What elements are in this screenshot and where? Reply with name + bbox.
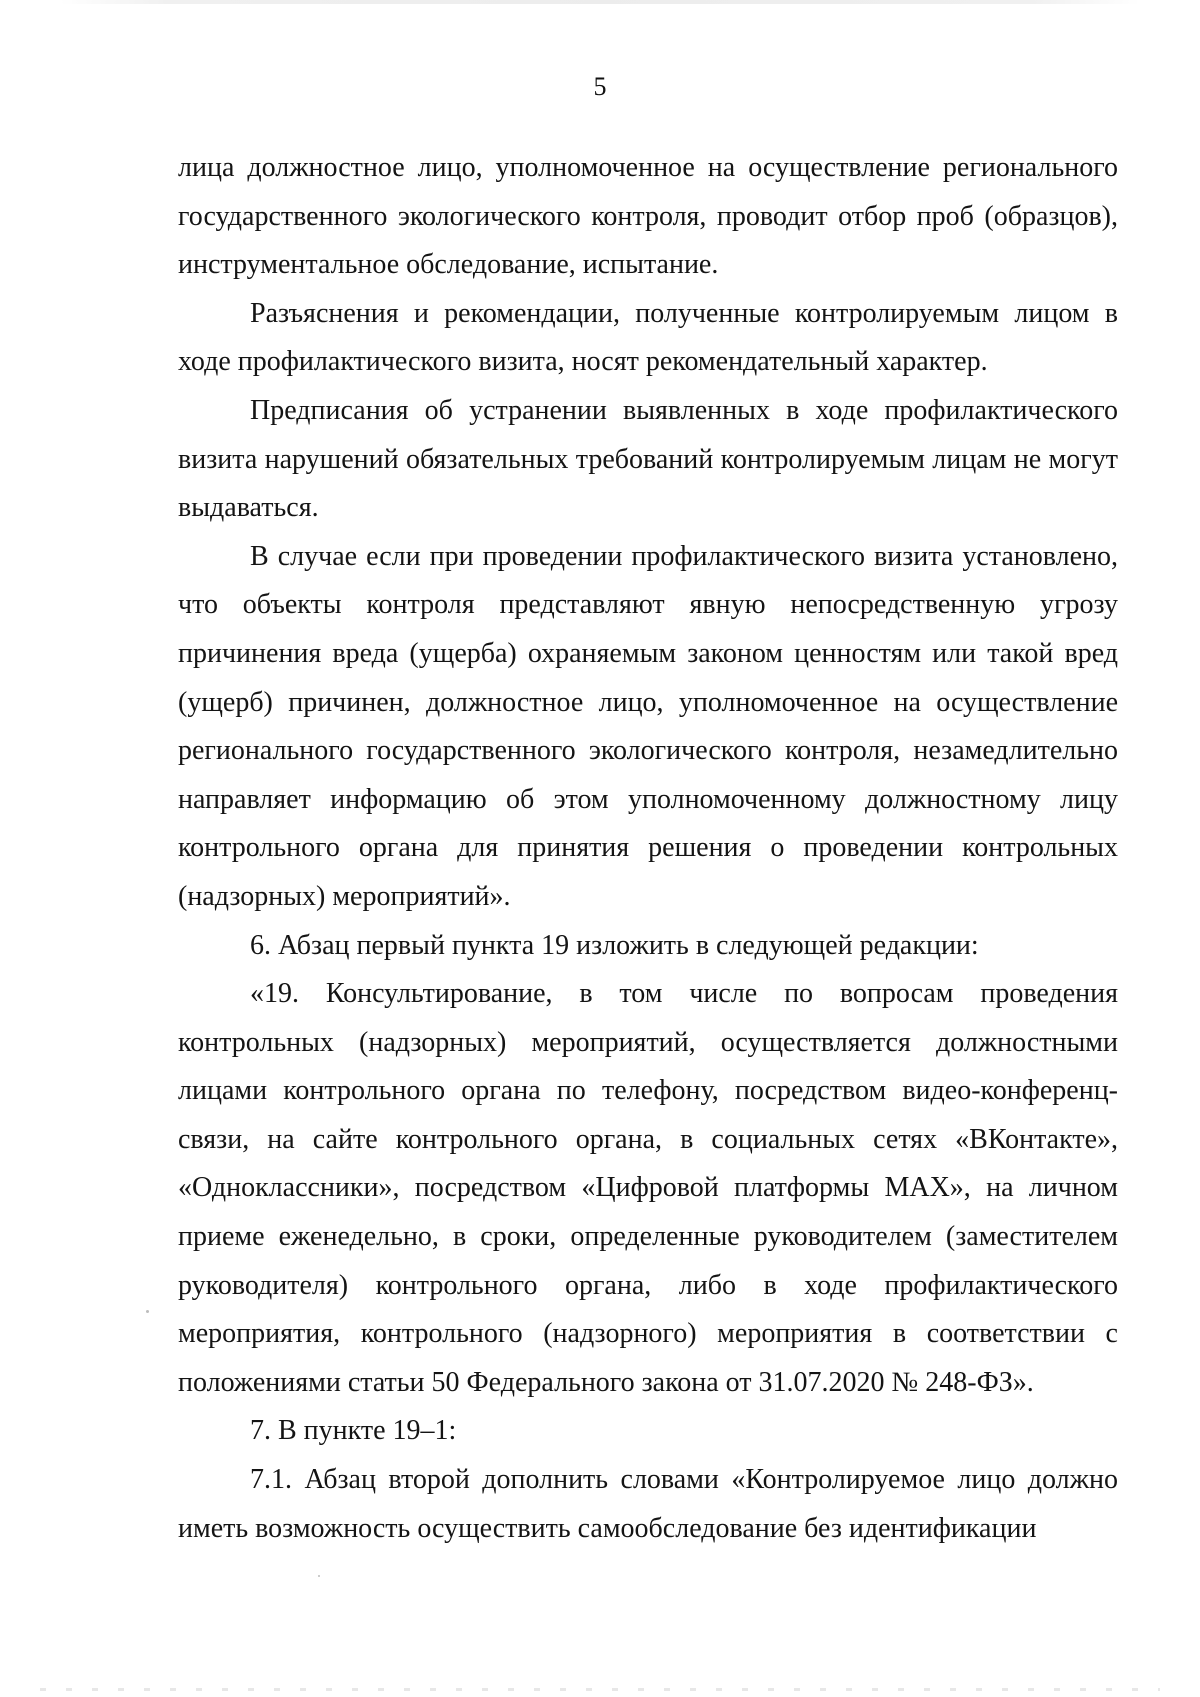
scan-bottom-edge <box>40 1688 1160 1691</box>
page-number: 5 <box>593 72 607 101</box>
paragraph-item-6: 6. Абзац первый пункта 19 изложить в следующей редакции: <box>250 929 979 961</box>
paragraph-prescriptions: Предписания об устранении выявленных в ходе профилактического визита нарушений обязательных требований контролируемым лицам не могут выдаваться. <box>178 394 1118 524</box>
paragraph-item-19: «19. Консультирование, в том числе по вопросам проведения контрольных (надзорных) мероприятий, осуществляется должностными лицами контрольного органа по телефону, посредством видео-конференц-связи, на сайте контрольного органа, в социальных сетях «ВКонтакте», «Одноклассники», посредством «Цифровой платформы MAX», на личном приеме еженедельно, в сроки, определенные руководителем (заместителем руководителя) контрольного органа, либо в ходе профилактического мероприятия, контрольного (надзорного) мероприятия в соответствии с положениями статьи 50 Федерального закона от 31.07.2020 № 248-ФЗ». <box>178 978 1118 1398</box>
paragraph-continuation: лица должностное лицо, уполномоченное на осуществление регионального государственного экологического контроля, проводит отбор проб (образцов), инструментальное обследование, испытание. <box>178 152 1118 281</box>
paragraph-threat-case: В случае если при проведении профилактического визита установлено, что объекты контроля представляют явную непосредственную угрозу причинения вреда (ущерба) охраняемым законом ценностям или такой вред (ущерб) причинен, должностное лицо, уполномоченное на осуществление регионального государственного экологического контроля, незамедлительно направляет информацию об этом уполномоченному должностному лицу контрольного органа для принятия решения о проведении контрольных (надзорных) мероприятий». <box>178 540 1118 912</box>
paragraph-explanations: Разъяснения и рекомендации, полученные контролируемым лицом в ходе профилактического визита, носят рекомендательный характер. <box>178 297 1118 378</box>
scan-speck <box>146 1310 149 1313</box>
scan-top-edge <box>60 0 1140 4</box>
scan-speck <box>318 1575 320 1577</box>
paragraph-item-7: 7. В пункте 19–1: <box>250 1415 457 1447</box>
document-body <box>178 144 1118 1553</box>
paragraph-item-7-1: 7.1. Абзац второй дополнить словами «Контролируемое лицо должно иметь возможность осуществить самообследование без идентификации <box>178 1464 1118 1544</box>
